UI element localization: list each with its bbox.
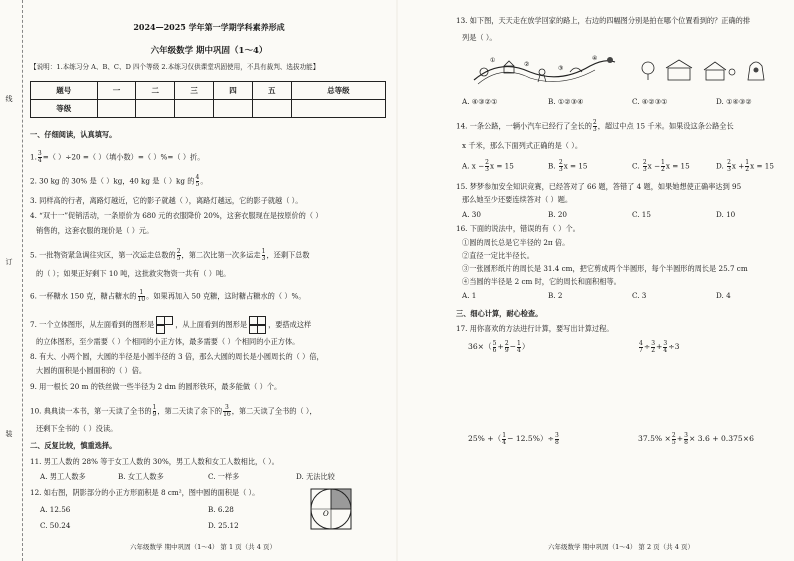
position-label: ④ (592, 55, 598, 62)
section-heading: 三、细心计算，耐心检查。 (456, 309, 543, 318)
option-c[interactable]: C. 3 (632, 291, 647, 300)
exam-note: 【说明：1.本练习分 A、B、C、D 四个等级 2.本练习仅供课堂巩固使用，不具有裁判、选拔功能】 (30, 63, 320, 71)
option-b[interactable]: B. $\frac{2}{3}$ x = 15 (548, 159, 588, 173)
statement-item: ④当圆的半径是 2 cm 时，它的周长和面积相等。 (462, 277, 621, 286)
question-16: 16. 下面的说法中，错误的有（ ）个。 (456, 224, 580, 233)
question-1: 1. $\frac{3}{4}$ =（ ）÷20 =（ ）（填小数）=（ ）%=（ ）折。 (30, 150, 205, 164)
gutter-label: 订 (5, 258, 13, 265)
option-a[interactable]: A. 男工人数多 (40, 472, 86, 481)
option-a[interactable]: A. 1 (462, 291, 477, 300)
option-a[interactable]: A. ④③②① (462, 97, 498, 106)
calc-expression-1: 36×（ $\frac{5}{6}$ + $\frac{2}{9}$ − $\frac{1}{4}$ ） (468, 339, 530, 354)
statement-item: ③一张圆形纸片的周长是 31.4 cm，把它剪成两个半圆形，每个半圆形的周长是 25.7 cm (462, 264, 748, 273)
score-header: 五 (252, 82, 291, 100)
exam-page-2 (398, 0, 794, 561)
option-d[interactable]: D. 无法比较 (296, 472, 335, 481)
question-3: 3. 同样高的行者，离路灯越近，它的影子就越（ ），离路灯越远，它的影子就越（ ）。 (30, 196, 303, 205)
gutter-label: 装 (5, 430, 13, 437)
option-d[interactable]: D. 10 (716, 210, 736, 219)
binding-gutter (0, 0, 23, 561)
score-cell[interactable] (136, 100, 175, 118)
question-7-cont: 的立体图形，至少需要（ ）个相同的小正方体，最多需要（ ）个相同的小正方体。 (36, 337, 300, 346)
option-b[interactable]: B. ①②③④ (548, 97, 584, 106)
question-14-cont: x 千米，那么下面列式正确的是（ ）。 (462, 141, 583, 150)
section-heading: 二、反复比较，慎重选择。 (30, 441, 117, 450)
calc-expression-4: 37.5% × $\frac{2}{5}$ + $\frac{3}{8}$ × 3.6 + 0.375×6 (638, 431, 754, 446)
option-d[interactable]: D. 25.12 (208, 521, 239, 530)
exam-page-1 (0, 0, 396, 561)
exam-title: 六年级数学 期中巩固（1～4） (150, 46, 268, 56)
question-8: 8. 有大、小两个圆，大圆的半径是小圆半径的 3 倍，那么大圆的周长是小圆周长的（ ）倍， (30, 352, 324, 361)
fraction: $\frac{3}{4}$ (37, 150, 42, 164)
score-cell[interactable] (97, 100, 136, 118)
option-b[interactable]: B. 6.28 (208, 505, 234, 514)
score-header: 总等级 (291, 82, 385, 100)
option-b[interactable]: B. 女工人数多 (118, 472, 164, 481)
question-15: 15. 梦梦参加安全知识竞赛，已经答对了 66 题，答错了 4 题，如果她想使正确率达到 95 (456, 182, 742, 191)
option-d[interactable]: D. 4 (716, 291, 731, 300)
fraction: $\frac{2}{5}$ (176, 248, 181, 262)
fraction: $\frac{2}{3}$ (592, 119, 597, 133)
fraction: $\frac{1}{10}$ (137, 289, 146, 303)
question-14: 14. 一条公路，一辆小汽车已经行了全长的 $\frac{2}{3}$ ，超过中点 15 千米。如果设这条公路全长 (456, 119, 734, 133)
score-cell[interactable] (252, 100, 291, 118)
score-cell[interactable] (175, 100, 214, 118)
question-17: 17. 用你喜欢的方法进行计算，要写出计算过程。 (456, 324, 614, 333)
statement-item: ①圆的周长总是它半径的 2π 倍。 (462, 238, 570, 247)
score-header: 二 (136, 82, 175, 100)
score-row-label: 等级 (31, 100, 98, 118)
gutter-label: 线 (5, 95, 13, 102)
question-5-cont: 的（ ）；如果正好剩下 10 吨，这批救灾物资一共有（ ）吨。 (36, 269, 231, 278)
question-12: 12. 如右图，阴影部分的小正方形面积是 8 cm²，图中圆的面积是（ ）。 (30, 488, 260, 497)
question-9: 9. 用一根长 20 m 的铁丝做一些半径为 2 dm 的圆形铁环，最多能做（ ）个。 (30, 382, 282, 391)
score-header: 四 (214, 82, 253, 100)
fraction: $\frac{1}{3}$ (261, 248, 266, 262)
score-header: 一 (97, 82, 136, 100)
statement-item: ②直径一定比半径长。 (462, 251, 534, 260)
position-label: ① (490, 57, 496, 64)
option-c[interactable]: C. 一样多 (208, 472, 240, 481)
option-a[interactable]: A. 12.56 (40, 505, 71, 514)
option-d[interactable]: D. $\frac{2}{3}$ x + $\frac{1}{2}$ x = 15 (716, 159, 774, 173)
score-cell[interactable] (214, 100, 253, 118)
option-a[interactable]: A. x − $\frac{2}{3}$ x = 15 (462, 159, 514, 173)
question-7: 7. 一个立体图形，从左面看到的图形是 ，从上面看到的图形是 ，要搭成这样 (30, 316, 311, 334)
left-view-figure (156, 316, 172, 334)
option-c[interactable]: C. 50.24 (40, 521, 71, 530)
section-heading: 一、仔细阅读，认真填写。 (30, 130, 117, 139)
score-header: 三 (175, 82, 214, 100)
question-4-cont: 销售的，这套衣服的现价是（ ）元。 (36, 226, 154, 235)
question-13: 13. 如下图，天天走在放学回家的路上，右边的四幅图分别是拍在哪个位置看到的？正确的排 (456, 16, 751, 25)
question-10: 10. 典典读一本书，第一天读了全书的 $\frac{1}{9}$ ，第二天读了余下的 $\frac{3}{16}$ ，第二天读了全书的（ ）， (30, 404, 317, 418)
calc-expression-2: $\frac{4}{7}$ ÷ $\frac{3}{2}$ + $\frac{3}{4}$ ÷3 (639, 339, 680, 354)
page-footer: 六年级数学 期中巩固（1～4） 第 1 页（共 4 页） (130, 543, 276, 551)
fraction: $\frac{1}{9}$ (152, 404, 157, 418)
position-label: ② (524, 61, 530, 68)
walking-route-figure (470, 48, 770, 88)
position-label: ③ (558, 65, 564, 72)
score-table (30, 81, 386, 118)
question-13-cont: 列是（ ）。 (462, 33, 497, 42)
question-11: 11. 男工人数的 28% 等于女工人数的 30%，男工人数和女工人数相比，（ ）。 (30, 457, 279, 466)
calc-expression-3: 25% +（ $\frac{1}{4}$ − 12.5%）÷ $\frac{3}{8}$ (468, 431, 559, 446)
question-15-cont: 那么她至少还要连续答对（ ）题。 (462, 195, 573, 204)
option-c[interactable]: C. 15 (632, 210, 651, 219)
question-2: 2. 30 kg 的 30% 是（ ）kg，40 kg 是（ ）kg 的 $\frac{4}{5}$ 。 (30, 174, 208, 188)
option-c[interactable]: C. ④②③① (632, 97, 668, 106)
question-6: 6. 一杯糖水 150 克，糖占糖水的 $\frac{1}{10}$ 。如果再加入 50 克糖，这时糖占糖水的（ ）%。 (30, 289, 306, 303)
question-8-cont: 大圆的面积是小圆面积的（ ）倍。 (36, 366, 147, 375)
option-c[interactable]: C. $\frac{2}{3}$ x − $\frac{1}{2}$ x = 15 (632, 159, 690, 173)
question-5: 5. 一批物资紧急调往灾区，第一次运走总数的 $\frac{2}{5}$ ，第二次比第一次多运走 $\frac{1}{3}$ ，还剩下总数 (30, 248, 310, 262)
option-b[interactable]: B. 2 (548, 291, 563, 300)
fraction: $\frac{3}{16}$ (223, 404, 231, 418)
score-cell[interactable] (291, 100, 385, 118)
question-10-cont: 还剩下全书的（ ）没读。 (36, 424, 118, 433)
top-view-figure (249, 316, 265, 334)
circle-in-square-figure (310, 488, 352, 530)
option-d[interactable]: D. ①④③② (716, 97, 752, 106)
fraction: $\frac{4}{5}$ (195, 174, 200, 188)
score-header: 题号 (31, 82, 98, 100)
page-footer: 六年级数学 期中巩固（1～4） 第 2 页（共 4 页） (548, 543, 694, 551)
center-label: O (323, 510, 329, 518)
exam-series-title: 2024—2025 学年第一学期学科素养形成 (133, 22, 285, 32)
option-a[interactable]: A. 30 (462, 210, 481, 219)
question-4: 4. “双十一”促销活动，一条原价为 680 元的衣服降价 20%，这套衣服现在是按原价的（ ） (30, 211, 323, 220)
option-b[interactable]: B. 20 (548, 210, 567, 219)
